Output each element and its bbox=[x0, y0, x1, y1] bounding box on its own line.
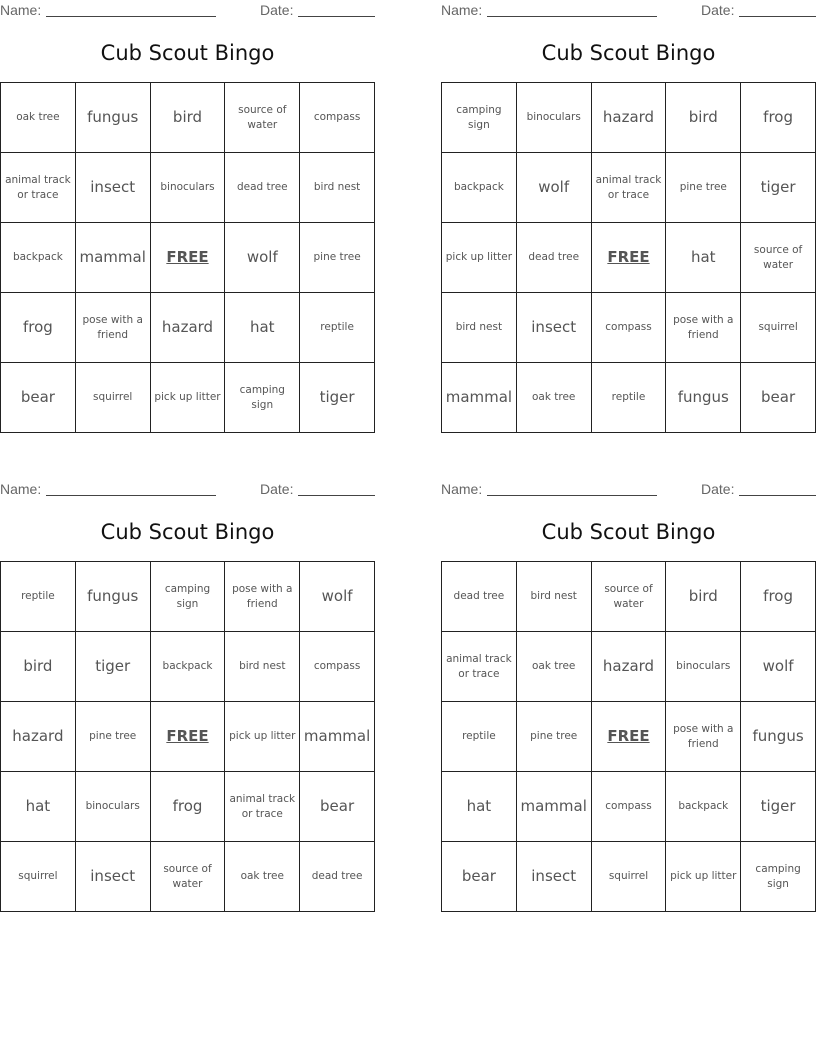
bingo-cell: insect bbox=[76, 842, 151, 912]
bingo-grid bbox=[0, 561, 375, 912]
name-line bbox=[487, 495, 657, 496]
bingo-cell: dead tree bbox=[517, 223, 592, 293]
bingo-cell: fungus bbox=[76, 83, 151, 153]
bingo-cell: dead tree bbox=[300, 842, 375, 912]
bingo-cell: hazard bbox=[592, 632, 667, 702]
bingo-cell: hat bbox=[442, 772, 517, 842]
bingo-cell: pick up litter bbox=[225, 702, 300, 772]
date-label: Date: bbox=[260, 481, 294, 497]
bingo-cell: bird bbox=[1, 632, 76, 702]
card-header bbox=[441, 481, 816, 499]
bingo-card bbox=[0, 0, 375, 440]
bingo-cell: oak tree bbox=[1, 83, 76, 153]
bingo-cell: compass bbox=[592, 293, 667, 363]
bingo-cell: source of water bbox=[592, 562, 667, 632]
date-line bbox=[739, 495, 816, 496]
bingo-cell: bear bbox=[741, 363, 816, 433]
card-header bbox=[441, 2, 816, 20]
bingo-cell: bird bbox=[666, 83, 741, 153]
free-space: FREE bbox=[151, 223, 226, 293]
bingo-cell: fungus bbox=[76, 562, 151, 632]
bingo-cell: oak tree bbox=[517, 363, 592, 433]
bingo-card bbox=[441, 479, 816, 919]
bingo-cell: pose with a friend bbox=[666, 293, 741, 363]
bingo-cell: bird nest bbox=[300, 153, 375, 223]
bingo-cell: compass bbox=[300, 632, 375, 702]
bingo-card bbox=[441, 0, 816, 440]
bingo-cell: reptile bbox=[442, 702, 517, 772]
bingo-cell: animal track or trace bbox=[592, 153, 667, 223]
name-label: Name: bbox=[441, 2, 483, 18]
bingo-cell: frog bbox=[151, 772, 226, 842]
date-label: Date: bbox=[260, 2, 294, 18]
bingo-cell: tiger bbox=[76, 632, 151, 702]
bingo-cell: compass bbox=[592, 772, 667, 842]
free-space: FREE bbox=[151, 702, 226, 772]
bingo-cell: hat bbox=[225, 293, 300, 363]
card-title: Cub Scout Bingo bbox=[541, 520, 716, 544]
bingo-cell: animal track or trace bbox=[1, 153, 76, 223]
bingo-cell: frog bbox=[741, 562, 816, 632]
bingo-cell: hazard bbox=[592, 83, 667, 153]
bingo-cell: wolf bbox=[741, 632, 816, 702]
bingo-cell: camping sign bbox=[741, 842, 816, 912]
bingo-card bbox=[0, 479, 375, 919]
bingo-cell: hat bbox=[1, 772, 76, 842]
bingo-cell: dead tree bbox=[442, 562, 517, 632]
bingo-cell: camping sign bbox=[225, 363, 300, 433]
bingo-cell: fungus bbox=[741, 702, 816, 772]
bingo-cell: pine tree bbox=[300, 223, 375, 293]
bingo-cell: reptile bbox=[300, 293, 375, 363]
bingo-cell: wolf bbox=[300, 562, 375, 632]
card-header bbox=[0, 481, 375, 499]
bingo-cell: squirrel bbox=[1, 842, 76, 912]
bingo-cell: hazard bbox=[151, 293, 226, 363]
bingo-cell: frog bbox=[741, 83, 816, 153]
bingo-cell: insect bbox=[517, 842, 592, 912]
bingo-cell: hat bbox=[666, 223, 741, 293]
bingo-cell: pose with a friend bbox=[76, 293, 151, 363]
bingo-cell: backpack bbox=[442, 153, 517, 223]
bingo-cell: pick up litter bbox=[151, 363, 226, 433]
bingo-grid bbox=[441, 561, 816, 912]
bingo-cell: mammal bbox=[76, 223, 151, 293]
bingo-cell: insect bbox=[76, 153, 151, 223]
date-line bbox=[298, 16, 375, 17]
name-line bbox=[46, 495, 216, 496]
bingo-cell: binoculars bbox=[666, 632, 741, 702]
date-label: Date: bbox=[701, 481, 735, 497]
bingo-cell: backpack bbox=[151, 632, 226, 702]
bingo-cell: bird bbox=[666, 562, 741, 632]
free-space: FREE bbox=[592, 223, 667, 293]
bingo-cell: binoculars bbox=[151, 153, 226, 223]
bingo-cell: wolf bbox=[225, 223, 300, 293]
bingo-cell: camping sign bbox=[151, 562, 226, 632]
bingo-cell: fungus bbox=[666, 363, 741, 433]
date-line bbox=[739, 16, 816, 17]
name-label: Name: bbox=[0, 2, 42, 18]
card-title: Cub Scout Bingo bbox=[100, 520, 275, 544]
bingo-cell: binoculars bbox=[76, 772, 151, 842]
bingo-cell: oak tree bbox=[225, 842, 300, 912]
bingo-cell: camping sign bbox=[442, 83, 517, 153]
bingo-cell: hazard bbox=[1, 702, 76, 772]
bingo-cell: bird nest bbox=[517, 562, 592, 632]
bingo-cell: compass bbox=[300, 83, 375, 153]
bingo-cell: animal track or trace bbox=[442, 632, 517, 702]
bingo-cell: dead tree bbox=[225, 153, 300, 223]
bingo-cell: squirrel bbox=[592, 842, 667, 912]
date-label: Date: bbox=[701, 2, 735, 18]
bingo-cell: animal track or trace bbox=[225, 772, 300, 842]
bingo-cell: pine tree bbox=[76, 702, 151, 772]
date-line bbox=[298, 495, 375, 496]
bingo-cell: tiger bbox=[741, 772, 816, 842]
bingo-cell: frog bbox=[1, 293, 76, 363]
bingo-cell: source of water bbox=[741, 223, 816, 293]
bingo-cell: pine tree bbox=[666, 153, 741, 223]
bingo-cell: tiger bbox=[741, 153, 816, 223]
bingo-cell: bird nest bbox=[225, 632, 300, 702]
bingo-cell: source of water bbox=[225, 83, 300, 153]
bingo-cell: mammal bbox=[300, 702, 375, 772]
bingo-cell: squirrel bbox=[741, 293, 816, 363]
bingo-cell: pine tree bbox=[517, 702, 592, 772]
card-title: Cub Scout Bingo bbox=[100, 41, 275, 65]
bingo-cell: mammal bbox=[517, 772, 592, 842]
bingo-cell: binoculars bbox=[517, 83, 592, 153]
bingo-cell: bear bbox=[1, 363, 76, 433]
bingo-cell: bear bbox=[442, 842, 517, 912]
bingo-cell: source of water bbox=[151, 842, 226, 912]
name-line bbox=[46, 16, 216, 17]
bingo-cell: tiger bbox=[300, 363, 375, 433]
name-line bbox=[487, 16, 657, 17]
bingo-grid bbox=[441, 82, 816, 433]
name-label: Name: bbox=[0, 481, 42, 497]
bingo-cell: wolf bbox=[517, 153, 592, 223]
bingo-cell: reptile bbox=[1, 562, 76, 632]
bingo-cell: pick up litter bbox=[666, 842, 741, 912]
bingo-cell: pose with a friend bbox=[225, 562, 300, 632]
card-title: Cub Scout Bingo bbox=[541, 41, 716, 65]
name-label: Name: bbox=[441, 481, 483, 497]
free-space: FREE bbox=[592, 702, 667, 772]
bingo-cell: bear bbox=[300, 772, 375, 842]
bingo-grid bbox=[0, 82, 375, 433]
bingo-cell: insect bbox=[517, 293, 592, 363]
bingo-cell: reptile bbox=[592, 363, 667, 433]
bingo-cell: mammal bbox=[442, 363, 517, 433]
bingo-cell: backpack bbox=[1, 223, 76, 293]
bingo-cell: backpack bbox=[666, 772, 741, 842]
card-header bbox=[0, 2, 375, 20]
bingo-cell: pose with a friend bbox=[666, 702, 741, 772]
bingo-cell: bird nest bbox=[442, 293, 517, 363]
bingo-cell: bird bbox=[151, 83, 226, 153]
bingo-cell: pick up litter bbox=[442, 223, 517, 293]
bingo-cell: squirrel bbox=[76, 363, 151, 433]
bingo-cell: oak tree bbox=[517, 632, 592, 702]
